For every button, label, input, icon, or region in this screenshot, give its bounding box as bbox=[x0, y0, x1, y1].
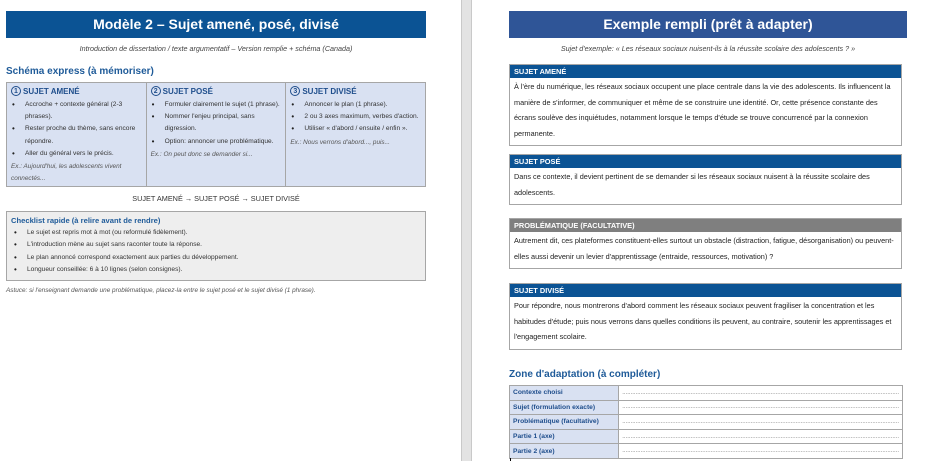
block-text[interactable]: À l'ère du numérique, les réseaux sociaux occupent une place centrale dans la vie des adolescents. Ils influencent la manière de s'informer, de communiquer et même de se construire une identité. Or, cette présence constante des écrans soulève des inquiétudes, notamment lorsque le temps d'étude se trouve concurrencé par la connexion permanente. bbox=[514, 82, 891, 138]
list-item: • Annoncer le plan (1 phrase). bbox=[290, 99, 421, 111]
example-title: Exemple rempli (prêt à adapter) bbox=[509, 11, 907, 38]
checklist-item: • L'introduction mène au sujet sans raconter toute la réponse. bbox=[11, 239, 421, 251]
fill-in-field[interactable]: ...................................................................................................................................................................... bbox=[619, 444, 903, 459]
row-label: Partie 1 (axe) bbox=[510, 429, 619, 444]
schema-column-sujet-pose bbox=[147, 83, 287, 186]
block-text[interactable]: Pour répondre, nous montrerons d'abord comment les réseaux sociaux peuvent fragiliser la concentration et les habitudes d'étude; puis nous verrons dans quelles conditions ils peuvent, au contraire, soutenir les apprentissages et l'engagement scolaire. bbox=[514, 301, 892, 342]
block-text[interactable]: Dans ce contexte, il devient pertinent de se demander si les réseaux sociaux nuisent à la réussite scolaire des adolescents. bbox=[514, 172, 870, 197]
block-sujet-amene bbox=[509, 64, 902, 146]
circled-number-icon: 3 bbox=[290, 86, 300, 96]
table-row bbox=[510, 400, 903, 415]
fill-in-field[interactable]: ...................................................................................................................................................................... bbox=[619, 386, 903, 401]
page-gutter bbox=[461, 0, 472, 461]
block-heading: SUJET AMENÉ bbox=[510, 65, 901, 78]
example-subtitle: Sujet d'exemple: « Les réseaux sociaux nuisent-ils à la réussite scolaire des adolescents ? » bbox=[560, 44, 856, 53]
table-row bbox=[510, 415, 903, 430]
circled-number-icon: 1 bbox=[11, 86, 21, 96]
page-title: Modèle 2 – Sujet amené, posé, divisé bbox=[6, 11, 426, 38]
column-heading: SUJET DIVISÉ bbox=[302, 86, 357, 96]
block-problematique bbox=[509, 218, 902, 269]
checklist-box bbox=[6, 211, 426, 281]
list-item: • Option: annoncer une problématique. bbox=[151, 136, 282, 148]
column-heading: SUJET AMENÉ bbox=[23, 86, 80, 96]
column-heading: SUJET POSÉ bbox=[162, 86, 213, 96]
checklist-item: • Longueur conseillée: 6 à 10 lignes (selon consignes). bbox=[11, 264, 421, 276]
block-heading: SUJET POSÉ bbox=[510, 155, 901, 168]
left-page bbox=[0, 0, 461, 461]
schema-table bbox=[6, 82, 426, 187]
example-text: Ex.: Nous verrons d'abord..., puis... bbox=[290, 138, 390, 146]
tip-text: Astuce: si l'enseignant demande une problématique, placez-la entre le sujet posé et le sujet divisé (1 phrase). bbox=[6, 287, 316, 294]
right-page bbox=[472, 0, 945, 461]
list-item: • 2 ou 3 axes maximum, verbes d'action. bbox=[290, 111, 421, 123]
fill-in-field[interactable]: ...................................................................................................................................................................... bbox=[619, 429, 903, 444]
list-item: • Aller du général vers le précis. bbox=[11, 148, 142, 160]
list-item: • Accroche + contexte général (2-3 phrases). bbox=[11, 99, 142, 123]
example-text: Ex.: Aujourd'hui, les adolescents vivent connectés... bbox=[11, 163, 122, 183]
list-item: • Rester proche du thème, sans encore répondre. bbox=[11, 123, 142, 147]
schema-column-sujet-amene bbox=[7, 83, 147, 186]
block-text[interactable]: Autrement dit, ces plateformes constituent-elles surtout un obstacle (distraction, fatigue, désorganisation) ou peuvent-elles aussi devenir un levier d'apprentissage (entraide, ressources, motivation) ? bbox=[514, 236, 894, 261]
flow-summary: SUJET AMENÉ → SUJET POSÉ → SUJET DIVISÉ bbox=[132, 194, 300, 203]
adaptation-table bbox=[509, 385, 903, 459]
page-subtitle: Introduction de dissertation / texte argumentatif – Version remplie + schéma (Canada) bbox=[79, 44, 353, 53]
list-item: • Formuler clairement le sujet (1 phrase). bbox=[151, 99, 282, 111]
checklist-heading: Checklist rapide (à relire avant de rendre) bbox=[11, 216, 161, 225]
block-heading: SUJET DIVISÉ bbox=[510, 284, 901, 297]
block-sujet-pose bbox=[509, 154, 902, 205]
example-text: Ex.: On peut donc se demander si... bbox=[150, 150, 253, 158]
row-label: Partie 2 (axe) bbox=[510, 444, 619, 459]
zone-heading: Zone d'adaptation (à compléter) bbox=[509, 369, 661, 380]
schema-column-sujet-divise bbox=[286, 83, 425, 186]
fill-in-field[interactable]: ...................................................................................................................................................................... bbox=[619, 415, 903, 430]
checklist-item: • Le plan annoncé correspond exactement aux parties du développement. bbox=[11, 252, 421, 264]
row-label: Sujet (formulation exacte) bbox=[510, 400, 619, 415]
circled-number-icon: 2 bbox=[151, 86, 161, 96]
list-item: • Nommer l'enjeu principal, sans digression. bbox=[151, 111, 282, 135]
table-row bbox=[510, 386, 903, 401]
table-row bbox=[510, 429, 903, 444]
block-sujet-divise bbox=[509, 283, 902, 350]
schema-heading: Schéma express (à mémoriser) bbox=[6, 66, 154, 77]
list-item: • Utiliser « d'abord / ensuite / enfin ». bbox=[290, 123, 421, 135]
row-label: Problématique (facultative) bbox=[510, 415, 619, 430]
table-row bbox=[510, 444, 903, 459]
fill-in-field[interactable]: ...................................................................................................................................................................... bbox=[619, 400, 903, 415]
block-heading: PROBLÉMATIQUE (FACULTATIVE) bbox=[510, 219, 901, 232]
checklist-item: • Le sujet est repris mot à mot (ou reformulé fidèlement). bbox=[11, 227, 421, 239]
row-label: Contexte choisi bbox=[510, 386, 619, 401]
